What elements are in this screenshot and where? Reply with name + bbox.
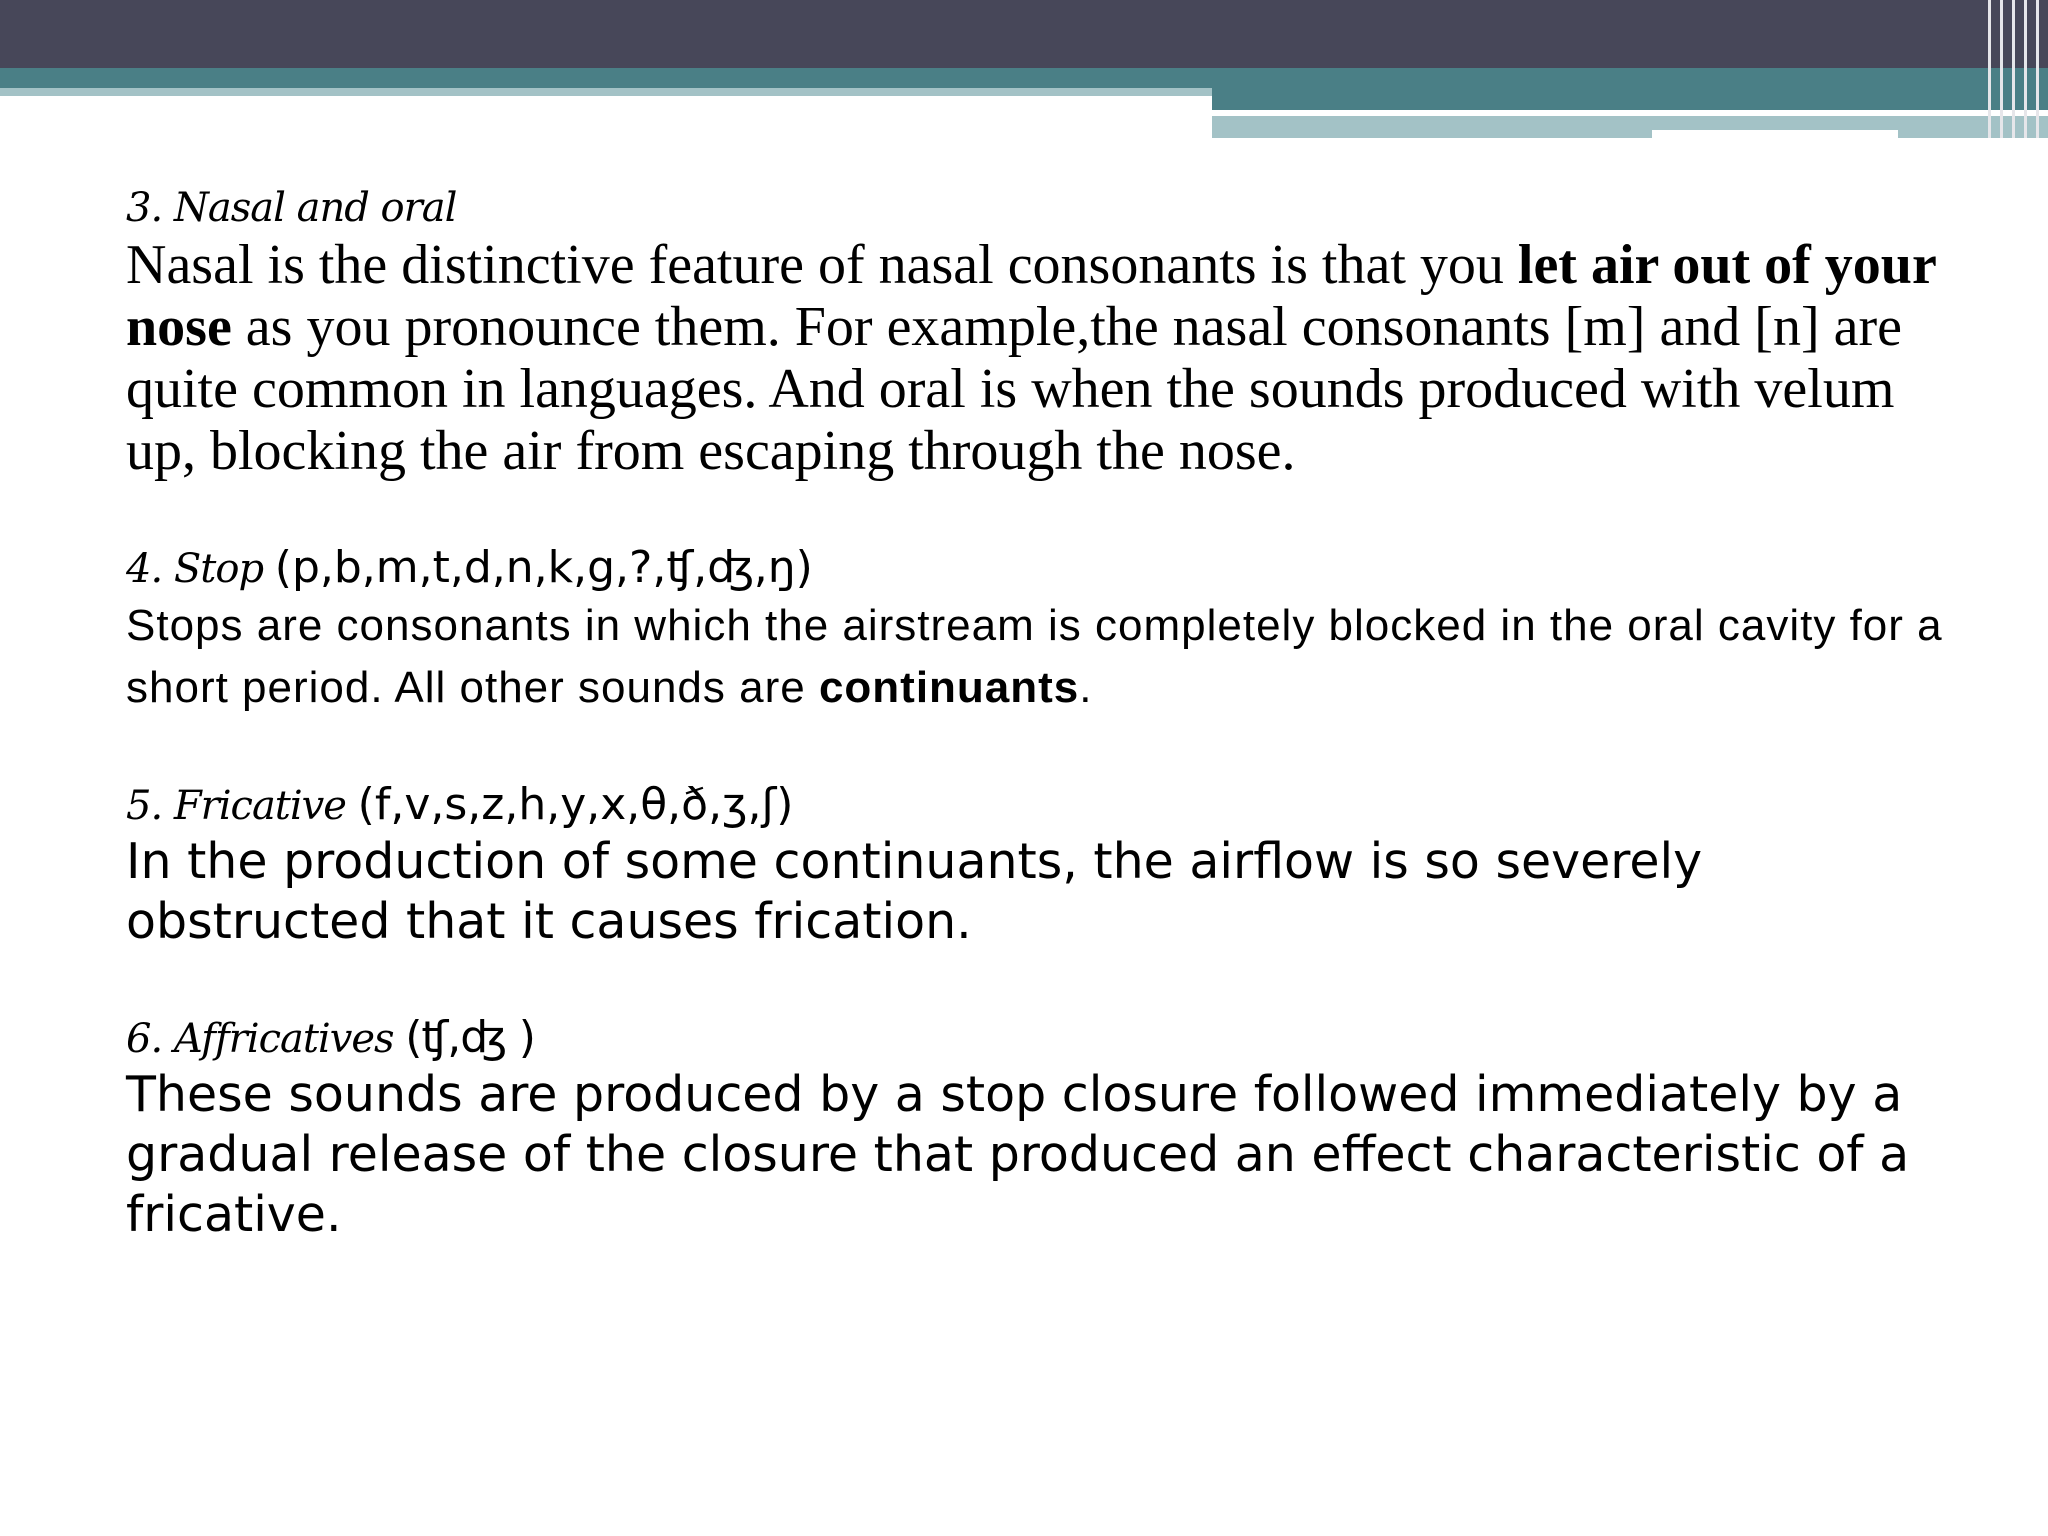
body-text: . (1079, 663, 1093, 712)
body-bold-text: continuants (818, 663, 1080, 712)
edge-stripe (2036, 0, 2039, 138)
section-body-stop (126, 595, 1956, 719)
heading-number: 4. (126, 546, 163, 592)
heading-title: Fricative (173, 783, 346, 829)
section-heading-fricative: 5. Fricative (f,v,s,z,h,y,x,θ,ð,ʒ,ʃ) (126, 779, 794, 830)
heading-title: Affricatives (173, 1016, 394, 1062)
edge-stripe (2012, 0, 2015, 138)
edge-stripe (2000, 0, 2003, 138)
header-light-bar (0, 88, 1212, 96)
body-text: Stops are consonants in which the airstream is completely blocked in the oral cavity for a short period. All other sounds are (126, 601, 1943, 712)
edge-stripe (1988, 0, 1991, 138)
heading-title: Nasal and oral (173, 185, 457, 231)
heading-number: 6. (126, 1016, 163, 1062)
section-heading-nasal-oral (126, 182, 1956, 234)
header-dark-bar (0, 0, 2048, 68)
edge-stripe (2024, 0, 2027, 138)
heading-number: 3. (126, 185, 163, 231)
header-right-notch (1652, 130, 1898, 138)
header-teal-bar (0, 68, 2048, 88)
section-body-affricatives: These sounds are produced by a stop closure followed immediately by a gradual release of the closure that produced an effect characteristic of a fricative. (126, 1066, 1910, 1243)
body-text: as you pronounce them. For example,the nasal consonants [m] and [n] are quite common in languages. And oral is when the sounds produced with velum up, blocking the air from escaping through the nose. (126, 296, 1902, 482)
heading-number: 5. (126, 783, 163, 829)
ipa-symbols: ʧ,ʤ (421, 1012, 519, 1063)
body-text: Nasal is the distinctive feature of nasal consonants is that you (126, 234, 1518, 296)
slide-content (126, 182, 1956, 1245)
ipa-symbols: p,b,m,t,d,n,k,g,?,ʧ,ʤ,ŋ (291, 542, 796, 593)
ipa-symbols: f,v,s,z,h,y,x,θ,ð,ʒ,ʃ (374, 779, 777, 830)
section-body-nasal-oral (126, 234, 1956, 482)
heading-title: Stop (173, 546, 264, 592)
section-heading-affricatives: 6. Affricatives (ʧ,ʤ ) (126, 1012, 535, 1063)
body-bold-text: let air out of your nose (126, 234, 1936, 358)
section-heading-stop: 4. Stop (p,b,m,t,d,n,k,g,?,ʧ,ʤ,ŋ) (126, 542, 813, 593)
header-right-bar-light (1212, 116, 2048, 138)
header-right-bar-teal (1212, 88, 2048, 110)
section-body-fricative: In the production of some continuants, the airflow is so severely obstructed that it causes frication. (126, 833, 1703, 950)
